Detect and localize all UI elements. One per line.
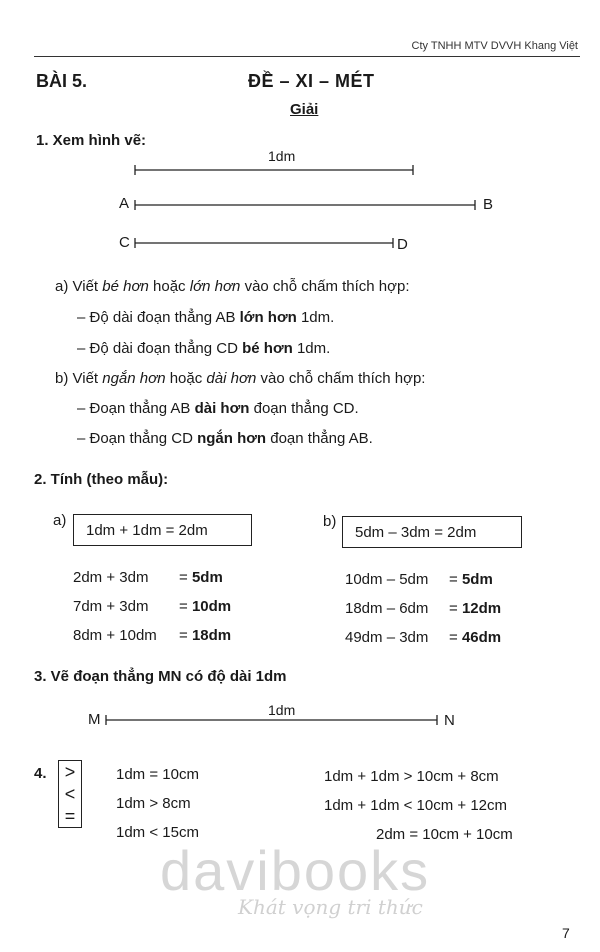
watermark-slogan: Khát vọng tri thức <box>238 895 423 919</box>
segment-cd <box>135 238 393 248</box>
point-m-label: M <box>88 711 101 728</box>
ex2a-row: 8dm + 10dm = 18dm <box>73 627 232 644</box>
ex2a-row: 2dm + 3dm = 5dm <box>73 569 223 586</box>
ex4-left-2: 1dm > 8cm <box>116 795 191 812</box>
page-number: 7 <box>562 925 570 941</box>
lesson-title: ĐỀ – XI – MÉT <box>248 71 375 91</box>
ex2b-label: b) <box>323 513 337 530</box>
publisher-header: Cty TNHH MTV DVVH Khang Việt <box>411 40 578 52</box>
point-c-label: C <box>119 234 130 251</box>
ex2b-row: 10dm – 5dm = 5dm <box>345 571 493 588</box>
ex1b-answer-1: – Đoạn thẳng AB dài hơn đoạn thẳng CD. <box>77 400 359 417</box>
ex2a-row: 7dm + 3dm = 10dm <box>73 598 232 615</box>
ex1b-instruction: b) Viết ngắn hơn hoặc dài hơn vào chỗ chấm thích hợp: <box>55 370 426 387</box>
segment-ab <box>135 200 475 210</box>
ex1a-answer-2: – Độ dài đoạn thẳng CD bé hơn 1dm. <box>77 340 331 357</box>
scale-label: 1dm <box>268 148 296 164</box>
point-b-label: B <box>483 196 494 213</box>
ex1-segments-figure <box>0 0 600 260</box>
ex1a-instruction: a) Viết bé hơn hoặc lớn hơn vào chỗ chấm thích hợp: <box>55 278 410 295</box>
solution-heading: Giải <box>290 101 319 118</box>
ex2a-sample-box: 1dm + 1dm = 2dm <box>73 514 252 546</box>
ex2b-row: 49dm – 3dm = 46dm <box>345 629 502 646</box>
point-n-label: N <box>444 712 455 729</box>
ex4-right-1: 1dm + 1dm > 10cm + 8cm <box>324 768 499 785</box>
ex1b-answer-2: – Đoạn thẳng CD ngắn hơn đoạn thẳng AB. <box>77 430 373 447</box>
ex4-right-3: 2dm = 10cm + 10cm <box>376 826 513 843</box>
greater-than-symbol: > <box>64 762 76 782</box>
ex2b-row: 18dm – 6dm = 12dm <box>345 600 502 617</box>
ex4-number: 4. <box>34 765 47 782</box>
ex2a-label: a) <box>53 512 67 529</box>
point-a-label: A <box>119 195 130 212</box>
ex2-heading: 2. Tính (theo mẫu): <box>34 471 169 488</box>
ex1a-answer-1: – Độ dài đoạn thẳng AB lớn hơn 1dm. <box>77 309 335 326</box>
point-d-label: D <box>397 236 408 253</box>
scale-segment <box>135 165 413 175</box>
ex2b-sample-box: 5dm – 3dm = 2dm <box>342 516 522 548</box>
ex4-right-2: 1dm + 1dm < 10cm + 12cm <box>324 797 508 814</box>
ex4-left-1: 1dm = 10cm <box>116 766 199 783</box>
ex1-heading: 1. Xem hình vẽ: <box>36 132 147 149</box>
less-than-symbol: < <box>64 784 76 804</box>
comparison-symbols-box <box>58 760 82 828</box>
ex3-heading: 3. Vẽ đoạn thẳng MN có độ dài 1dm <box>34 668 287 685</box>
lesson-number: BÀI 5. <box>36 71 88 91</box>
mn-length-label: 1dm <box>268 702 296 718</box>
ex4-left-3: 1dm < 15cm <box>116 824 199 841</box>
watermark-brand: davibooks <box>160 839 431 902</box>
equals-symbol: = <box>64 806 76 826</box>
